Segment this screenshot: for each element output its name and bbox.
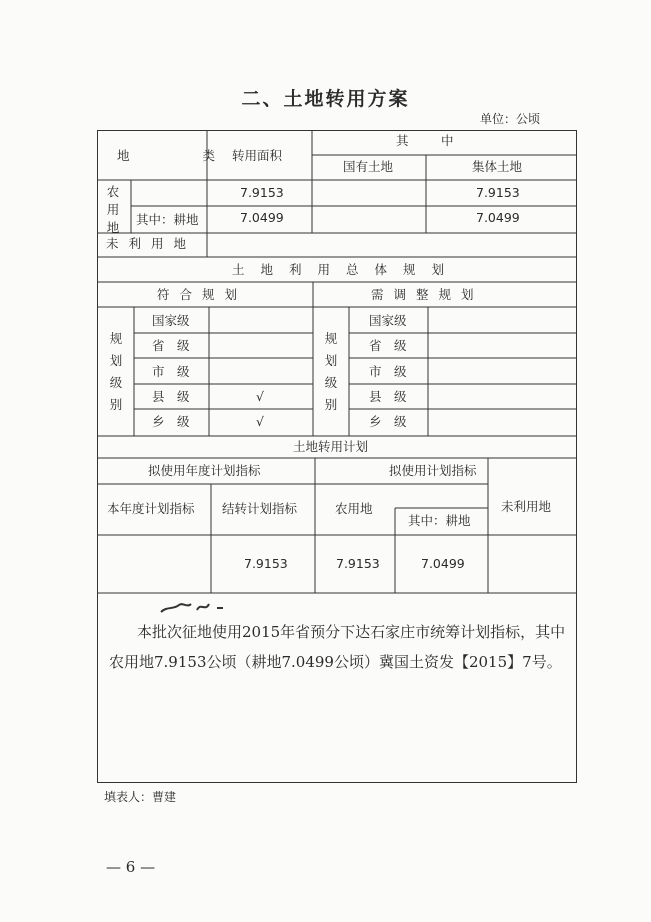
agri-collective-value: 7.9153 [476,185,520,200]
row-cultivated-label: 其中：耕地 [136,212,199,227]
agri-area-value: 7.9153 [240,185,284,200]
plan-section-title: 土地转用计划 [293,439,369,454]
row-unused-label: 未利用地 [106,236,197,251]
conform-level-national: 国家级 [152,313,190,328]
page-number: — 6 — [106,858,156,876]
cultivated-collective-value: 7.0499 [476,210,520,225]
adjust-level-province: 省 级 [369,338,407,353]
plan-cultivated-header: 其中：耕地 [408,513,471,528]
annual-index-header: 拟使用年度计划指标 [148,463,261,478]
cultivated-area-value: 7.0499 [240,210,284,225]
plan-cultivated-value: 7.0499 [421,556,465,571]
plan-agricultural-value: 7.9153 [336,556,380,571]
adjust-level-label: 规划级别 [324,331,338,412]
form-filler: 填表人：曹建 [104,790,177,804]
plan-index-header: 拟使用计划指标 [389,463,477,478]
header-land-type: 地 类 [117,148,232,163]
adjust-level-township: 乡 级 [369,414,407,429]
this-year-index-header: 本年度计划指标 [107,501,195,516]
plan-unused-header: 未利用地 [501,499,552,514]
conform-level-province: 省 级 [152,338,190,353]
table-border [98,131,577,783]
conform-level-county: 县 级 [152,389,190,404]
conform-level-township: 乡 级 [152,414,190,429]
header-of-which: 其 中 [396,133,464,148]
header-area: 转用面积 [232,148,283,163]
adjust-level-national: 国家级 [369,313,407,328]
page-title: 二、土地转用方案 [241,88,410,110]
check-township: √ [256,414,264,429]
conform-planning-header: 符合规划 [157,287,248,302]
conform-level-city: 市 级 [152,364,190,379]
approval-note: 本批次征地使用2015年省预分下达石家庄市统筹计划指标，其中农用地7.9153公顷（耕地7.0499公顷）冀国土资发【2015】7号。 [109,623,566,671]
plan-agricultural-header: 农用地 [335,501,373,516]
adjust-level-city: 市 级 [369,364,407,379]
unit-label: 单位：公顷 [480,112,541,126]
adjust-level-county: 县 级 [369,389,407,404]
header-state-land: 国有土地 [343,159,394,174]
handwritten-mark [157,596,247,618]
adjust-planning-header: 需调整规划 [371,287,484,302]
header-collective-land: 集体土地 [472,159,523,174]
carryover-index-header: 结转计划指标 [222,501,298,516]
row-agricultural-label: 农用地 [106,184,120,235]
check-county: √ [256,389,264,404]
planning-section-title: 土地利用总体规划 [232,262,461,277]
conform-level-label: 规划级别 [109,331,123,412]
carryover-value: 7.9153 [244,556,288,571]
